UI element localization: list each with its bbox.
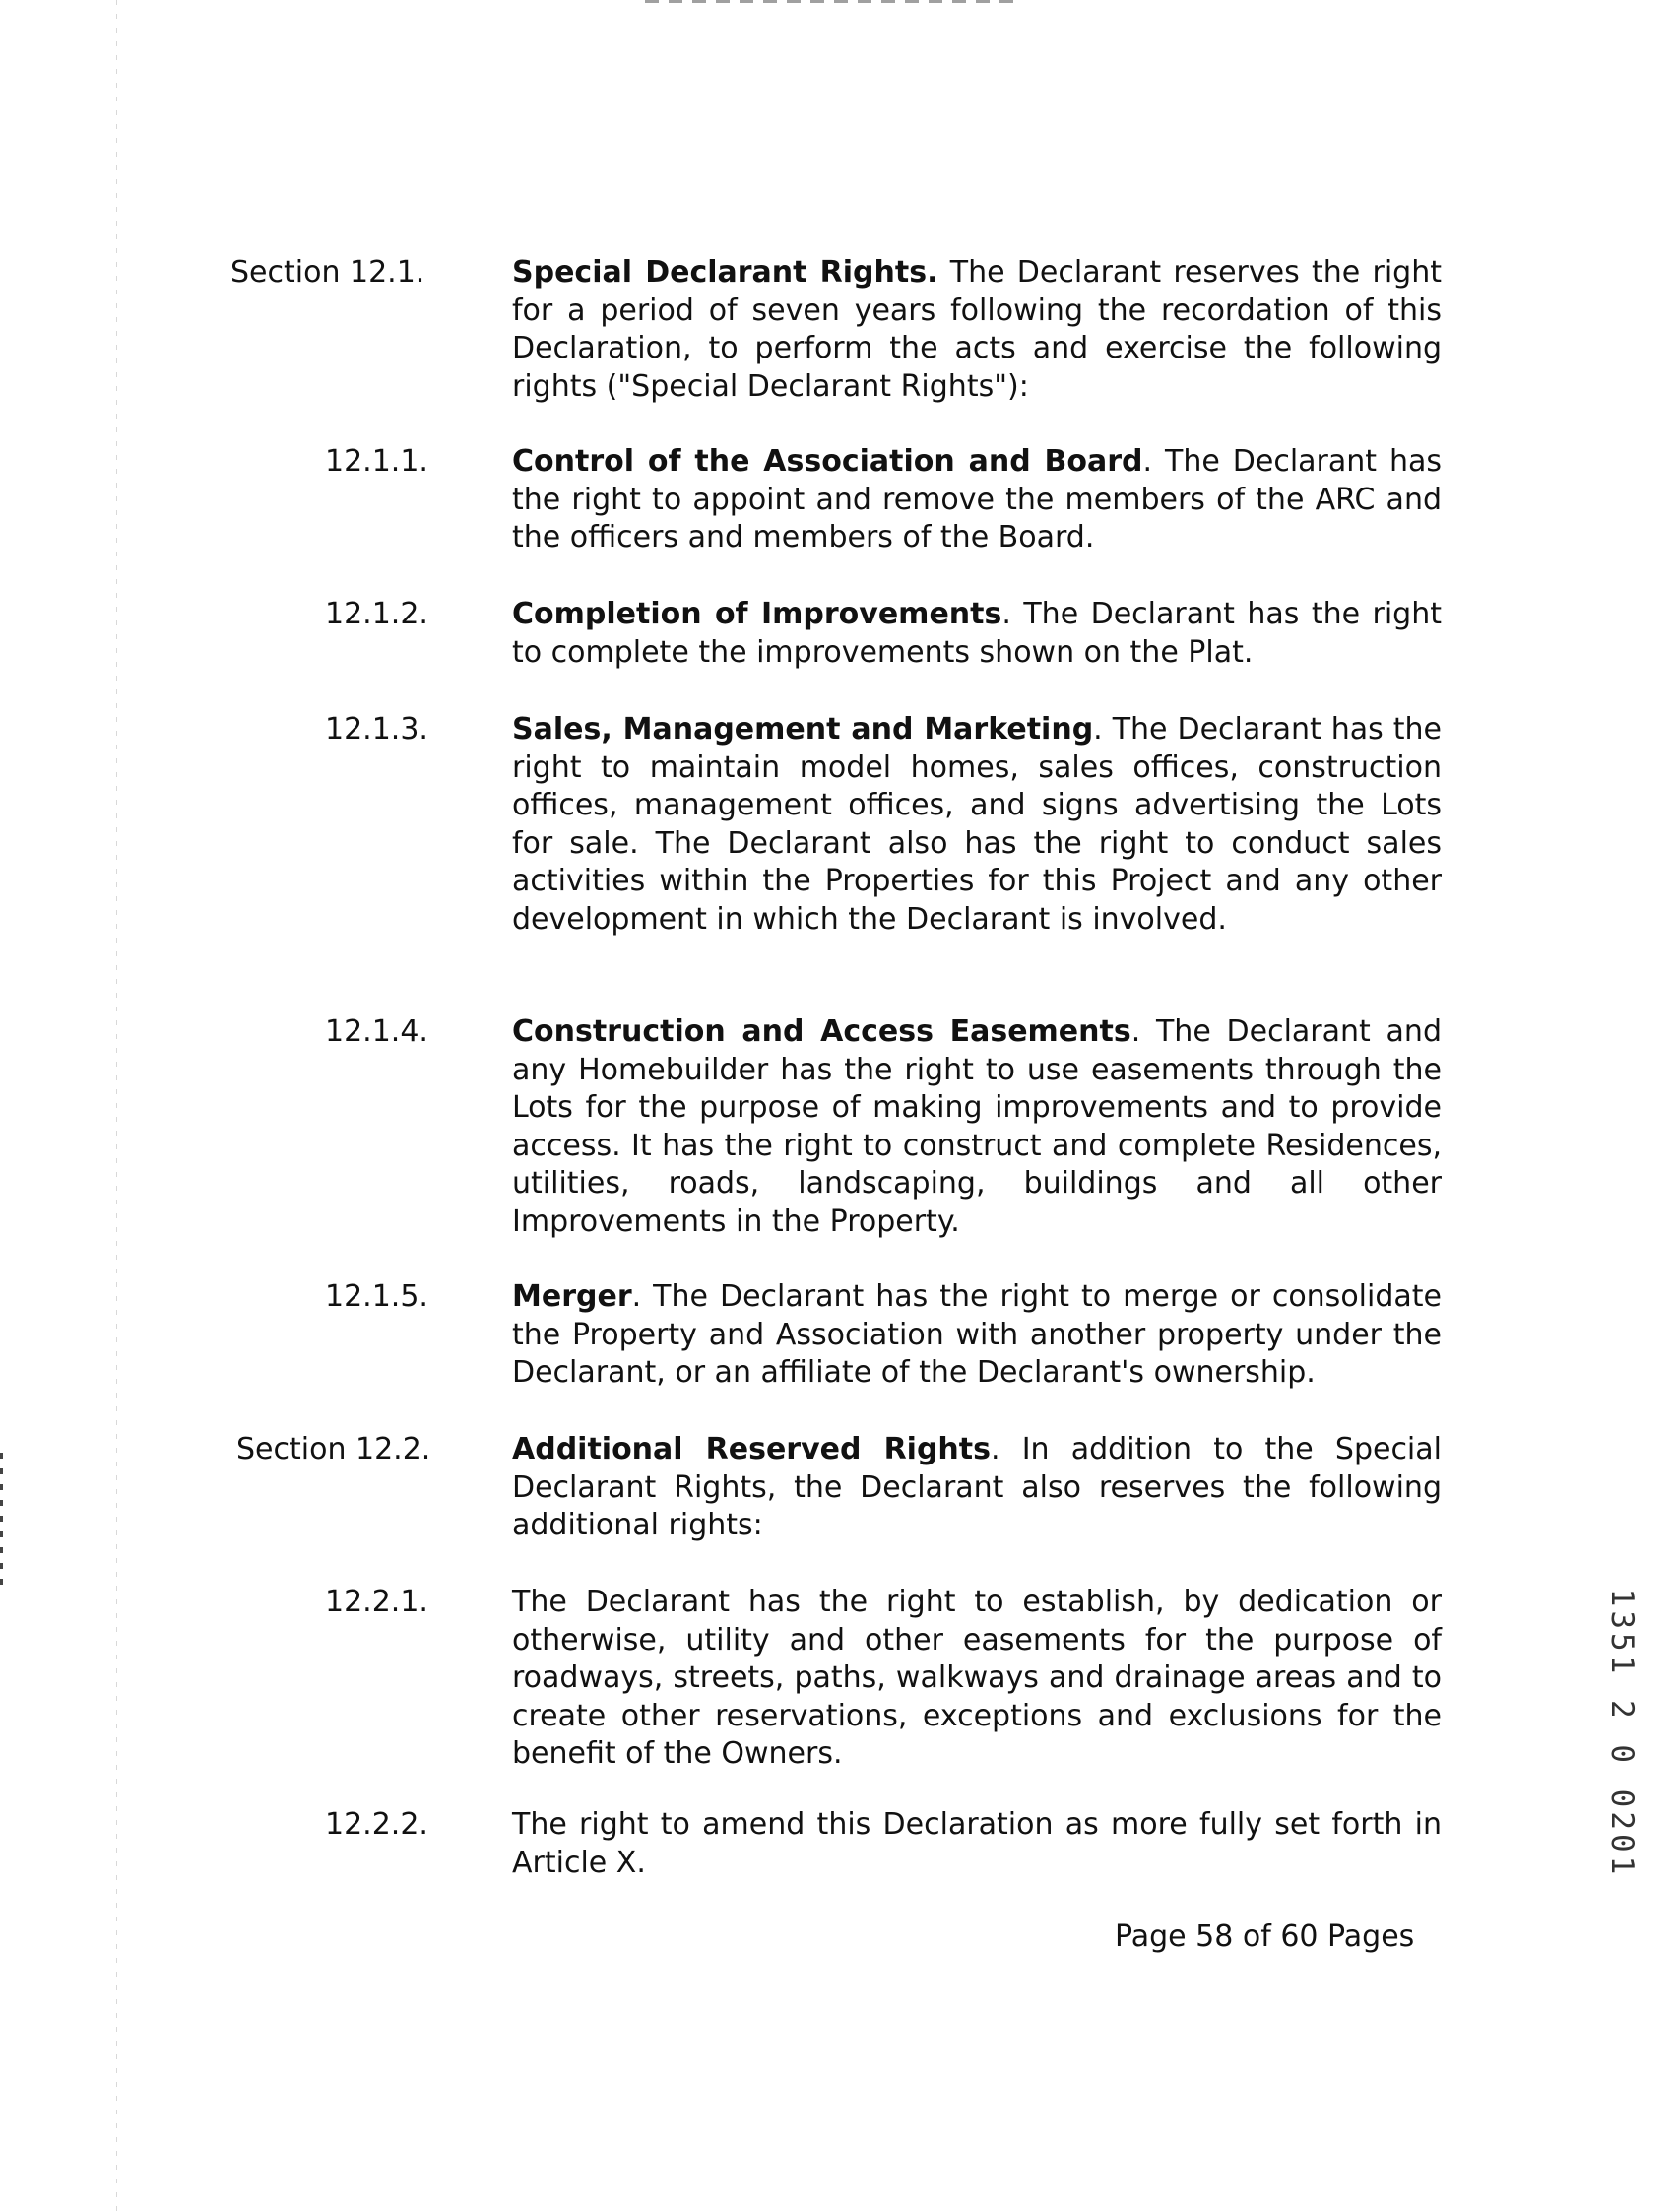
scan-artifact-left-edge [116, 0, 117, 2212]
subsection-text: The Declarant has the right to establish, by dedication or otherwise, utility and other easements for the purpose of roadways, streets, paths, walkways and drainage areas and to create other reservations, exceptions and exclusions for the benefit of the Owners. [512, 1585, 1442, 1771]
section-heading: Additional Reserved Rights [512, 1432, 991, 1466]
subsection-body [512, 1013, 1442, 1241]
subsection-number: 12.1.3. [325, 712, 428, 747]
subsection-body [512, 596, 1442, 672]
section-text: The Declarant reserves the right for a period of seven years following the recordation of this Declaration, to perform the acts and exercise the following rights ("Special Declarant Rights"): [512, 255, 1442, 404]
recording-stamp [1597, 1586, 1646, 1881]
subsection-number: 12.1.4. [325, 1014, 428, 1049]
subsection-heading: Control of the Association and Board [512, 444, 1143, 479]
subsection-number: 12.1.5. [325, 1279, 428, 1314]
subsection-heading: Completion of Improvements [512, 597, 1002, 631]
subsection-heading: Merger [512, 1279, 632, 1314]
subsection-text: . The Declarant has the right to complete the improvements shown on the Plat. [512, 597, 1443, 670]
section-body [512, 1431, 1442, 1545]
subsection-body [512, 443, 1442, 557]
section-heading: Special Declarant Rights. [512, 255, 938, 290]
scan-artifact-top [645, 0, 1019, 3]
subsection-number: 12.2.2. [325, 1807, 428, 1842]
subsection-heading: Construction and Access Easements [512, 1014, 1131, 1049]
subsection-text: . The Declarant has the right to appoint and remove the members of the ARC and the officers and members of the Board. [512, 444, 1443, 554]
subsection-text: . The Declarant has the right to maintain model homes, sales offices, construction offices, management offices, and signs advertising the Lots for sale. The Declarant also has the right to conduct sales activities within the Properties for this Project and any other development in which the Declarant is involved. [512, 712, 1442, 937]
section-number: Section 12.2. [236, 1432, 431, 1466]
subsection-heading: Sales, Management and Marketing [512, 712, 1094, 747]
subsection-body [512, 711, 1442, 939]
subsection-number: 12.1.2. [325, 597, 428, 631]
recording-stamp-text: 1351 2 0 0201 [1604, 1588, 1640, 1879]
section-number: Section 12.1. [230, 255, 425, 290]
section-text: . In addition to the Special Declarant Rights, the Declarant also reserves the following additional rights: [512, 1432, 1442, 1542]
subsection-text: . The Declarant has the right to merge or consolidate the Property and Association with another property under the Declarant, or an affiliate of the Declarant's ownership. [512, 1279, 1442, 1390]
subsection-body [512, 1806, 1442, 1882]
subsection-text: The right to amend this Declaration as more fully set forth in Article X. [512, 1807, 1442, 1880]
subsection-text: . The Declarant and any Homebuilder has the right to use easements through the Lots for the purpose of making improvements and to provide access. It has the right to construct and complete Residences, utilities, roads, landscaping, buildings and all other Improvements in the Property. [512, 1014, 1442, 1239]
section-body [512, 254, 1442, 406]
page-number: Page 58 of 60 Pages [1115, 1919, 1415, 1954]
scan-artifact-left-ticks [0, 1453, 3, 1591]
subsection-body [512, 1584, 1442, 1774]
subsection-number: 12.1.1. [325, 444, 428, 479]
subsection-body [512, 1278, 1442, 1393]
subsection-number: 12.2.1. [325, 1585, 428, 1619]
